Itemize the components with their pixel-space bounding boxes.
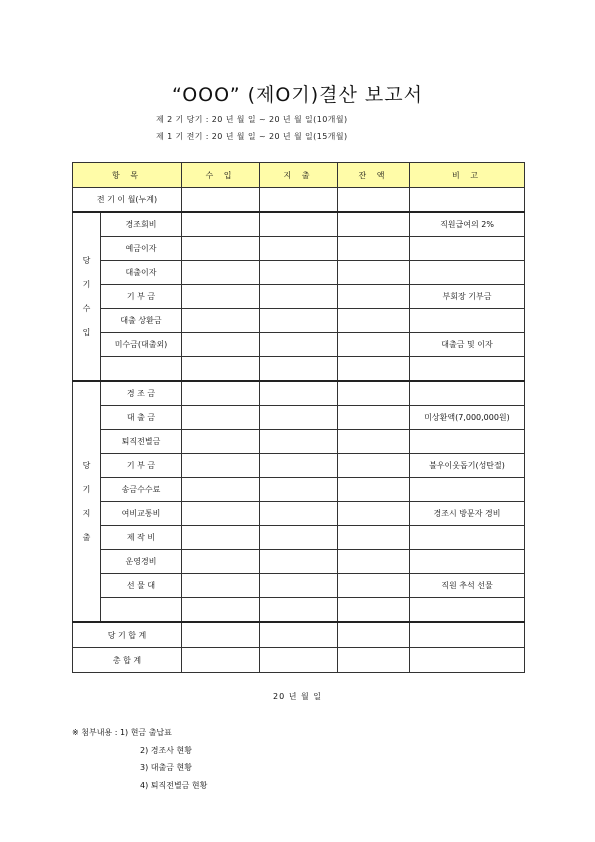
cell-expense [260, 406, 338, 430]
row-item: 제 작 비 [101, 526, 182, 550]
cell-balance [338, 454, 410, 478]
cell-income [182, 454, 260, 478]
row-item: 경 조 금 [101, 381, 182, 406]
attachment-item: 4) 퇴직전별금 현황 [140, 780, 208, 790]
row-note [410, 478, 525, 502]
row-item: 송금수수료 [101, 478, 182, 502]
carryover-row [73, 188, 525, 213]
table-row [73, 406, 525, 430]
row-note [410, 381, 525, 406]
attachment-item: 3) 대출금 현황 [140, 763, 192, 772]
cell-income [182, 357, 260, 382]
report-date: 20 년 월 일 [273, 692, 322, 701]
income-group-char: 수 [82, 303, 91, 313]
attachment-prefix: ※ 첨부내용 : [72, 728, 118, 737]
table-row [73, 309, 525, 333]
attachment-line [72, 724, 207, 742]
table-row [73, 454, 525, 478]
period-current: 제 2 기 당기 : 20 년 월 일 ~ 20 년 월 일(10개월) [156, 115, 348, 124]
cell-income [182, 333, 260, 357]
table-row [73, 478, 525, 502]
attachment-item: 1) 현금 출납표 [119, 728, 172, 737]
row-item: 운영경비 [101, 550, 182, 574]
cell-income [182, 502, 260, 526]
cell-income [182, 550, 260, 574]
subtotal-label: 당 기 합 계 [73, 622, 182, 648]
header-income: 수 입 [182, 163, 260, 188]
cell-expense [260, 309, 338, 333]
row-note: 직원급여의 2% [410, 212, 525, 237]
cell-balance [338, 648, 410, 673]
carryover-label: 전 기 이 월(누계) [73, 188, 182, 213]
row-item: 미수금(대출외) [101, 333, 182, 357]
table-row [73, 574, 525, 598]
row-note [410, 237, 525, 261]
cell-remarks [410, 622, 525, 648]
cell-balance [338, 381, 410, 406]
cell-expense [260, 574, 338, 598]
cell-income [182, 430, 260, 454]
cell-income [182, 212, 260, 237]
table-row [73, 357, 525, 382]
cell-expense [260, 550, 338, 574]
row-note: 대출금 및 이자 [410, 333, 525, 357]
cell-balance [338, 237, 410, 261]
cell-balance [338, 526, 410, 550]
row-note [410, 550, 525, 574]
row-item: 대출이자 [101, 261, 182, 285]
income-group-label [73, 212, 101, 381]
cell-income [182, 309, 260, 333]
row-item [101, 357, 182, 382]
cell-balance [338, 212, 410, 237]
row-note: 불우이웃돕기(성탄절) [410, 454, 525, 478]
cell-expense [260, 237, 338, 261]
settlement-table [72, 162, 525, 673]
row-item: 선 물 대 [101, 574, 182, 598]
cell-income [182, 574, 260, 598]
row-note [410, 261, 525, 285]
row-note: 직원 추석 선물 [410, 574, 525, 598]
cell-remarks [410, 648, 525, 673]
header-expense: 지 출 [260, 163, 338, 188]
table-row [73, 212, 525, 237]
expense-group-char: 당 [82, 460, 91, 470]
expense-group-char: 지 [82, 508, 91, 518]
cell-income [182, 622, 260, 648]
income-group-char: 입 [82, 327, 91, 337]
expense-group-char: 출 [82, 532, 91, 542]
cell-balance [338, 357, 410, 382]
cell-income [182, 648, 260, 673]
row-item: 경조회비 [101, 212, 182, 237]
cell-expense [260, 212, 338, 237]
header-balance: 잔 액 [338, 163, 410, 188]
table-row [73, 526, 525, 550]
cell-income [182, 526, 260, 550]
cell-balance [338, 574, 410, 598]
income-group-char: 기 [82, 279, 91, 289]
attachments-section [72, 724, 207, 794]
cell-income [182, 261, 260, 285]
document-title: “OOO” (제O기)결산 보고서 [172, 84, 423, 106]
cell-expense [260, 261, 338, 285]
row-item: 기 부 금 [101, 285, 182, 309]
cell-income [182, 188, 260, 213]
period-previous: 제 1 기 전기 : 20 년 월 일 ~ 20 년 월 일(15개월) [156, 132, 348, 141]
table-row [73, 237, 525, 261]
row-note: 미상환액(7,000,000원) [410, 406, 525, 430]
cell-balance [338, 309, 410, 333]
row-item: 대출 상환금 [101, 309, 182, 333]
cell-expense [260, 598, 338, 623]
cell-balance [338, 430, 410, 454]
cell-income [182, 406, 260, 430]
cell-balance [338, 188, 410, 213]
row-item: 기 부 금 [101, 454, 182, 478]
total-label: 총 합 계 [73, 648, 182, 673]
row-note [410, 598, 525, 623]
expense-group-label [73, 381, 101, 622]
table-row [73, 502, 525, 526]
cell-balance [338, 622, 410, 648]
cell-expense [260, 502, 338, 526]
cell-balance [338, 502, 410, 526]
cell-expense [260, 648, 338, 673]
row-note: 부회장 기부금 [410, 285, 525, 309]
cell-balance [338, 478, 410, 502]
cell-expense [260, 381, 338, 406]
row-note [410, 357, 525, 382]
cell-income [182, 237, 260, 261]
cell-balance [338, 261, 410, 285]
cell-income [182, 381, 260, 406]
cell-expense [260, 478, 338, 502]
row-item: 퇴직전별금 [101, 430, 182, 454]
subtotal-row [73, 622, 525, 648]
row-item: 여비교통비 [101, 502, 182, 526]
cell-balance [338, 406, 410, 430]
cell-expense [260, 285, 338, 309]
row-item: 대 출 금 [101, 406, 182, 430]
cell-income [182, 285, 260, 309]
table-row [73, 261, 525, 285]
cell-expense [260, 622, 338, 648]
row-note: 경조시 방문자 경비 [410, 502, 525, 526]
table-row [73, 598, 525, 623]
header-remarks: 비 고 [410, 163, 525, 188]
cell-income [182, 478, 260, 502]
table-row [73, 333, 525, 357]
table-row [73, 285, 525, 309]
row-item [101, 598, 182, 623]
cell-expense [260, 454, 338, 478]
attachment-item: 2) 경조사 현황 [140, 745, 192, 755]
cell-balance [338, 285, 410, 309]
cell-expense [260, 526, 338, 550]
table-row [73, 550, 525, 574]
row-item: 예금이자 [101, 237, 182, 261]
row-note [410, 309, 525, 333]
row-note [410, 430, 525, 454]
cell-income [182, 598, 260, 623]
table-header-row [73, 163, 525, 188]
total-row [73, 648, 525, 673]
cell-expense [260, 333, 338, 357]
expense-group-char: 기 [82, 484, 91, 494]
cell-balance [338, 598, 410, 623]
table-row [73, 381, 525, 406]
header-item: 항 목 [73, 163, 182, 188]
cell-remarks [410, 188, 525, 213]
row-note [410, 526, 525, 550]
cell-expense [260, 357, 338, 382]
cell-balance [338, 550, 410, 574]
table-row [73, 430, 525, 454]
cell-balance [338, 333, 410, 357]
cell-expense [260, 430, 338, 454]
income-group-char: 당 [82, 255, 91, 265]
cell-expense [260, 188, 338, 213]
